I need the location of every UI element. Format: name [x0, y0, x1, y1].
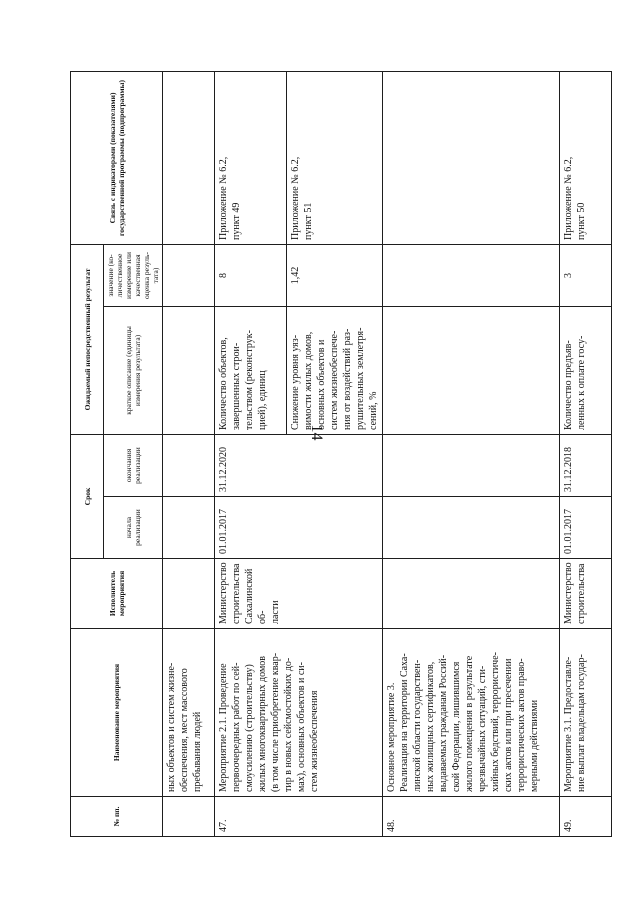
- header-result: Ожидаемый непосредственный результат: [71, 244, 104, 434]
- table-row: [383, 71, 560, 836]
- header-result-value: значение (ко-личественное измерение или качественная оценка резуль-тата): [104, 244, 163, 306]
- row-link: Приложение № 6.2, пункт 49: [215, 71, 287, 244]
- header-num: № пп.: [71, 797, 163, 837]
- row-executor: Министерство строительства: [560, 559, 612, 629]
- page-number: 14: [308, 424, 325, 441]
- header-result-desc: краткое описание (единицы измерения результата): [104, 306, 163, 434]
- row-link: [163, 71, 215, 244]
- header-row-1: [71, 71, 104, 836]
- row-result-value: [163, 244, 215, 306]
- row-result-desc: Количество объектов, завершенных строи- тельством (реконструк- цией), единиц: [215, 306, 287, 434]
- row-result-desc: Снижение уровня уяз- вимости жилых домов, основных объектов и систем жизнеобеспече- ния от воздействий раз- рушительных землетря- сений, %: [287, 306, 383, 434]
- row-start: 01.01.2017: [215, 497, 383, 559]
- row-result-value: 8: [215, 244, 287, 306]
- row-start: 01.01.2017: [560, 497, 612, 559]
- row-executor: [163, 559, 215, 629]
- row-name: Основное мероприятие 3. Реализация на территории Саха- линской области государствен- ных жилищных сертификатов, выдаваемых гражданам Россий- ской Федерации, лишившимся жилого помещения в результате чрезвычайных ситуаций, сти- хийных бедствий, террористиче- ских актов или при пресечении террористических актов право- мерными действиями: [383, 629, 560, 797]
- header-start: начала реализации: [104, 497, 163, 559]
- row-end: [163, 434, 215, 496]
- row-link: Приложение № 6.2, пункт 50: [560, 71, 612, 244]
- header-end: окончания реализации: [104, 434, 163, 496]
- row-num: 48.: [383, 797, 560, 837]
- header-executor: Исполнитель мероприятия: [71, 559, 163, 629]
- row-num: [163, 797, 215, 837]
- row-end: 31.12.2018: [560, 434, 612, 496]
- row-link: [383, 71, 560, 244]
- table-row: [163, 71, 215, 836]
- row-result-value: [383, 244, 560, 306]
- header-term: Срок: [71, 434, 104, 558]
- row-start: [383, 497, 560, 559]
- row-result-value: 1,42: [287, 244, 383, 306]
- row-num: 47.: [215, 797, 383, 837]
- row-start: [163, 497, 215, 559]
- row-result-desc: Количество предъяв- ленных к оплате госу-: [560, 306, 612, 434]
- header-name: Наименование мероприятия: [71, 629, 163, 797]
- measures-table: [70, 71, 612, 837]
- row-name: ных объектов и систем жизне- обеспечения, мест массового пребывания людей: [163, 629, 215, 797]
- row-result-value: 3: [560, 244, 612, 306]
- row-executor: Министерство строительства Сахалинской об- ласти: [215, 559, 383, 629]
- document-table-rotated: [70, 72, 599, 837]
- row-end: 31.12.2020: [215, 434, 383, 496]
- row-link: Приложение № 6.2, пункт 51: [287, 71, 383, 244]
- row-num: 49.: [560, 797, 612, 837]
- table-row: [215, 71, 287, 836]
- header-link: Связь с индикаторами (показателями) государственной программы (подпрограммы): [71, 71, 163, 244]
- row-name: Мероприятие 2.1. Проведение первоочередных работ по сей- смоусилению (строительству) жилых многоквартирных домов (в том числе приобретение квар- тир в новых сейсмостойких до- мах), основных объектов и си- стем жизнеобеспечения: [215, 629, 383, 797]
- row-result-desc: [383, 306, 560, 434]
- row-name: Мероприятие 3.1. Предоставле- ние выплат владельцам государ-: [560, 629, 612, 797]
- row-end: [383, 434, 560, 496]
- row-result-desc: [163, 306, 215, 434]
- row-executor: [383, 559, 560, 629]
- table-row: [560, 71, 612, 836]
